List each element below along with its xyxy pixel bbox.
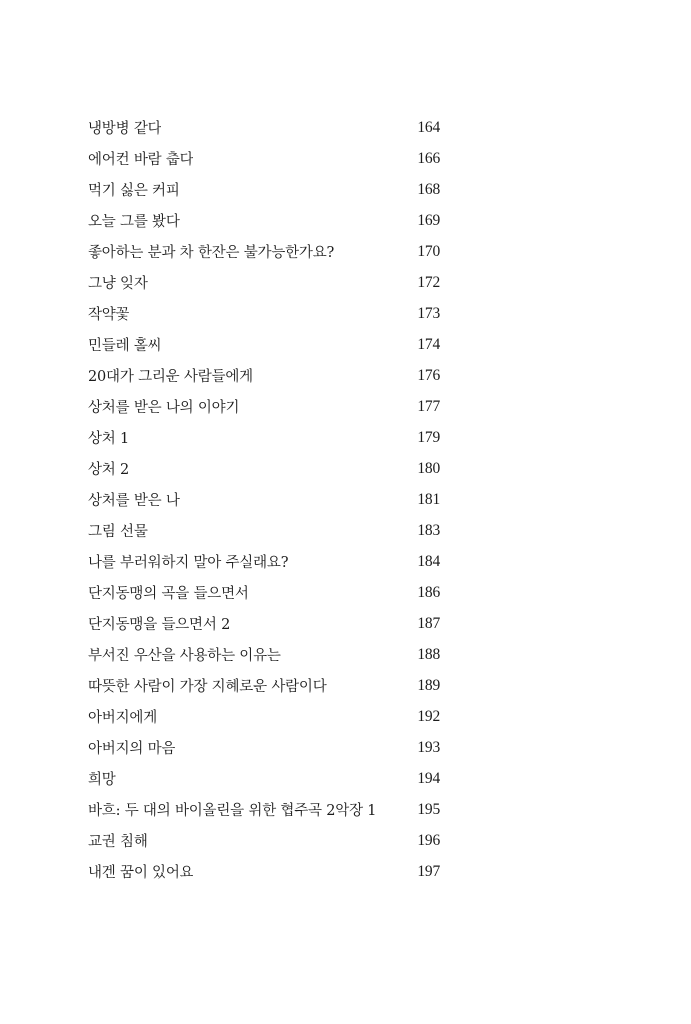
toc-entry-page: 194	[417, 769, 440, 787]
toc-entry-title: 부서진 우산을 사용하는 이유는	[88, 648, 281, 664]
toc-entry-title: 아버지에게	[88, 710, 158, 726]
toc-entry	[88, 267, 440, 298]
toc-entry-page: 187	[417, 614, 440, 632]
toc-entry-title: 먹기 싫은 커피	[88, 183, 180, 199]
toc-entry-title: 상처 2	[88, 462, 130, 478]
toc-entry-page: 176	[417, 366, 440, 384]
toc-entry	[88, 701, 440, 732]
toc-entry-page: 164	[417, 118, 440, 136]
toc-entry	[88, 639, 440, 670]
toc-entry	[88, 670, 440, 701]
toc-entry-title: 나를 부러워하지 말아 주실래요?	[88, 555, 289, 571]
toc-entry	[88, 732, 440, 763]
toc-entry-page: 174	[417, 335, 440, 353]
toc-entry-title: 그림 선물	[88, 524, 148, 540]
toc-entry-title: 좋아하는 분과 차 한잔은 불가능한가요?	[88, 245, 335, 261]
toc-entry-title: 바흐: 두 대의 바이올린을 위한 협주곡 2악장 1	[88, 803, 377, 819]
toc-entry-title: 희망	[88, 772, 116, 788]
toc-entry	[88, 174, 440, 205]
toc-entry	[88, 608, 440, 639]
toc-entry-page: 180	[417, 459, 440, 477]
toc-entry-page: 196	[417, 831, 440, 849]
toc-entry	[88, 391, 440, 422]
toc-entry-title: 단지동맹의 곡을 들으면서	[88, 586, 249, 602]
toc-entry-title: 그냥 잊자	[88, 276, 148, 292]
toc-entry-title: 내겐 꿈이 있어요	[88, 865, 194, 881]
toc-entry-page: 189	[417, 676, 440, 694]
toc-entry-title: 교권 침해	[88, 834, 148, 850]
toc-entry-title: 상처를 받은 나의 이야기	[88, 400, 240, 416]
toc-entry-page: 179	[417, 428, 440, 446]
toc-entry	[88, 112, 440, 143]
toc-entry	[88, 794, 440, 825]
toc-entry	[88, 546, 440, 577]
toc-entry-page: 192	[417, 707, 440, 725]
toc-entry-page: 177	[417, 397, 440, 415]
toc-entry	[88, 143, 440, 174]
toc-entry-page: 170	[417, 242, 440, 260]
toc-entry-title: 따뜻한 사람이 가장 지혜로운 사람이다	[88, 679, 327, 695]
toc-entry-title: 민들레 홀씨	[88, 338, 162, 354]
toc-entry-page: 168	[417, 180, 440, 198]
toc-entry-title: 오늘 그를 봤다	[88, 214, 180, 230]
toc-entry-page: 195	[417, 800, 440, 818]
toc-entry-title: 에어컨 바람 춥다	[88, 152, 194, 168]
toc-entry	[88, 856, 440, 887]
toc-entry-title: 상처 1	[88, 431, 130, 447]
toc-entry	[88, 825, 440, 856]
toc-entry	[88, 236, 440, 267]
toc-entry-title: 냉방병 같다	[88, 121, 162, 137]
toc-entry-page: 188	[417, 645, 440, 663]
toc-entry-page: 172	[417, 273, 440, 291]
toc-entry-page: 184	[417, 552, 440, 570]
toc-entry-page: 166	[417, 149, 440, 167]
toc-entry-page: 169	[417, 211, 440, 229]
toc-entry-title: 20대가 그리운 사람들에게	[88, 369, 253, 385]
toc-entry-page: 181	[417, 490, 440, 508]
toc-entry-page: 183	[417, 521, 440, 539]
toc-entry-title: 상처를 받은 나	[88, 493, 180, 509]
toc-entry-page: 186	[417, 583, 440, 601]
toc-entry	[88, 298, 440, 329]
toc-entry-title: 단지동맹을 들으면서 2	[88, 617, 231, 633]
toc-entry	[88, 453, 440, 484]
toc-entry-page: 173	[417, 304, 440, 322]
toc-entry	[88, 205, 440, 236]
toc-entry	[88, 577, 440, 608]
toc-entry	[88, 484, 440, 515]
toc-entry	[88, 360, 440, 391]
toc-entry-title: 작약꽃	[88, 307, 130, 323]
toc-entry-page: 197	[417, 862, 440, 880]
toc-entry	[88, 422, 440, 453]
toc-entry	[88, 763, 440, 794]
toc-entry-page: 193	[417, 738, 440, 756]
toc-entry	[88, 329, 440, 360]
toc-entry	[88, 515, 440, 546]
table-of-contents	[88, 112, 440, 887]
toc-entry-title: 아버지의 마음	[88, 741, 176, 757]
